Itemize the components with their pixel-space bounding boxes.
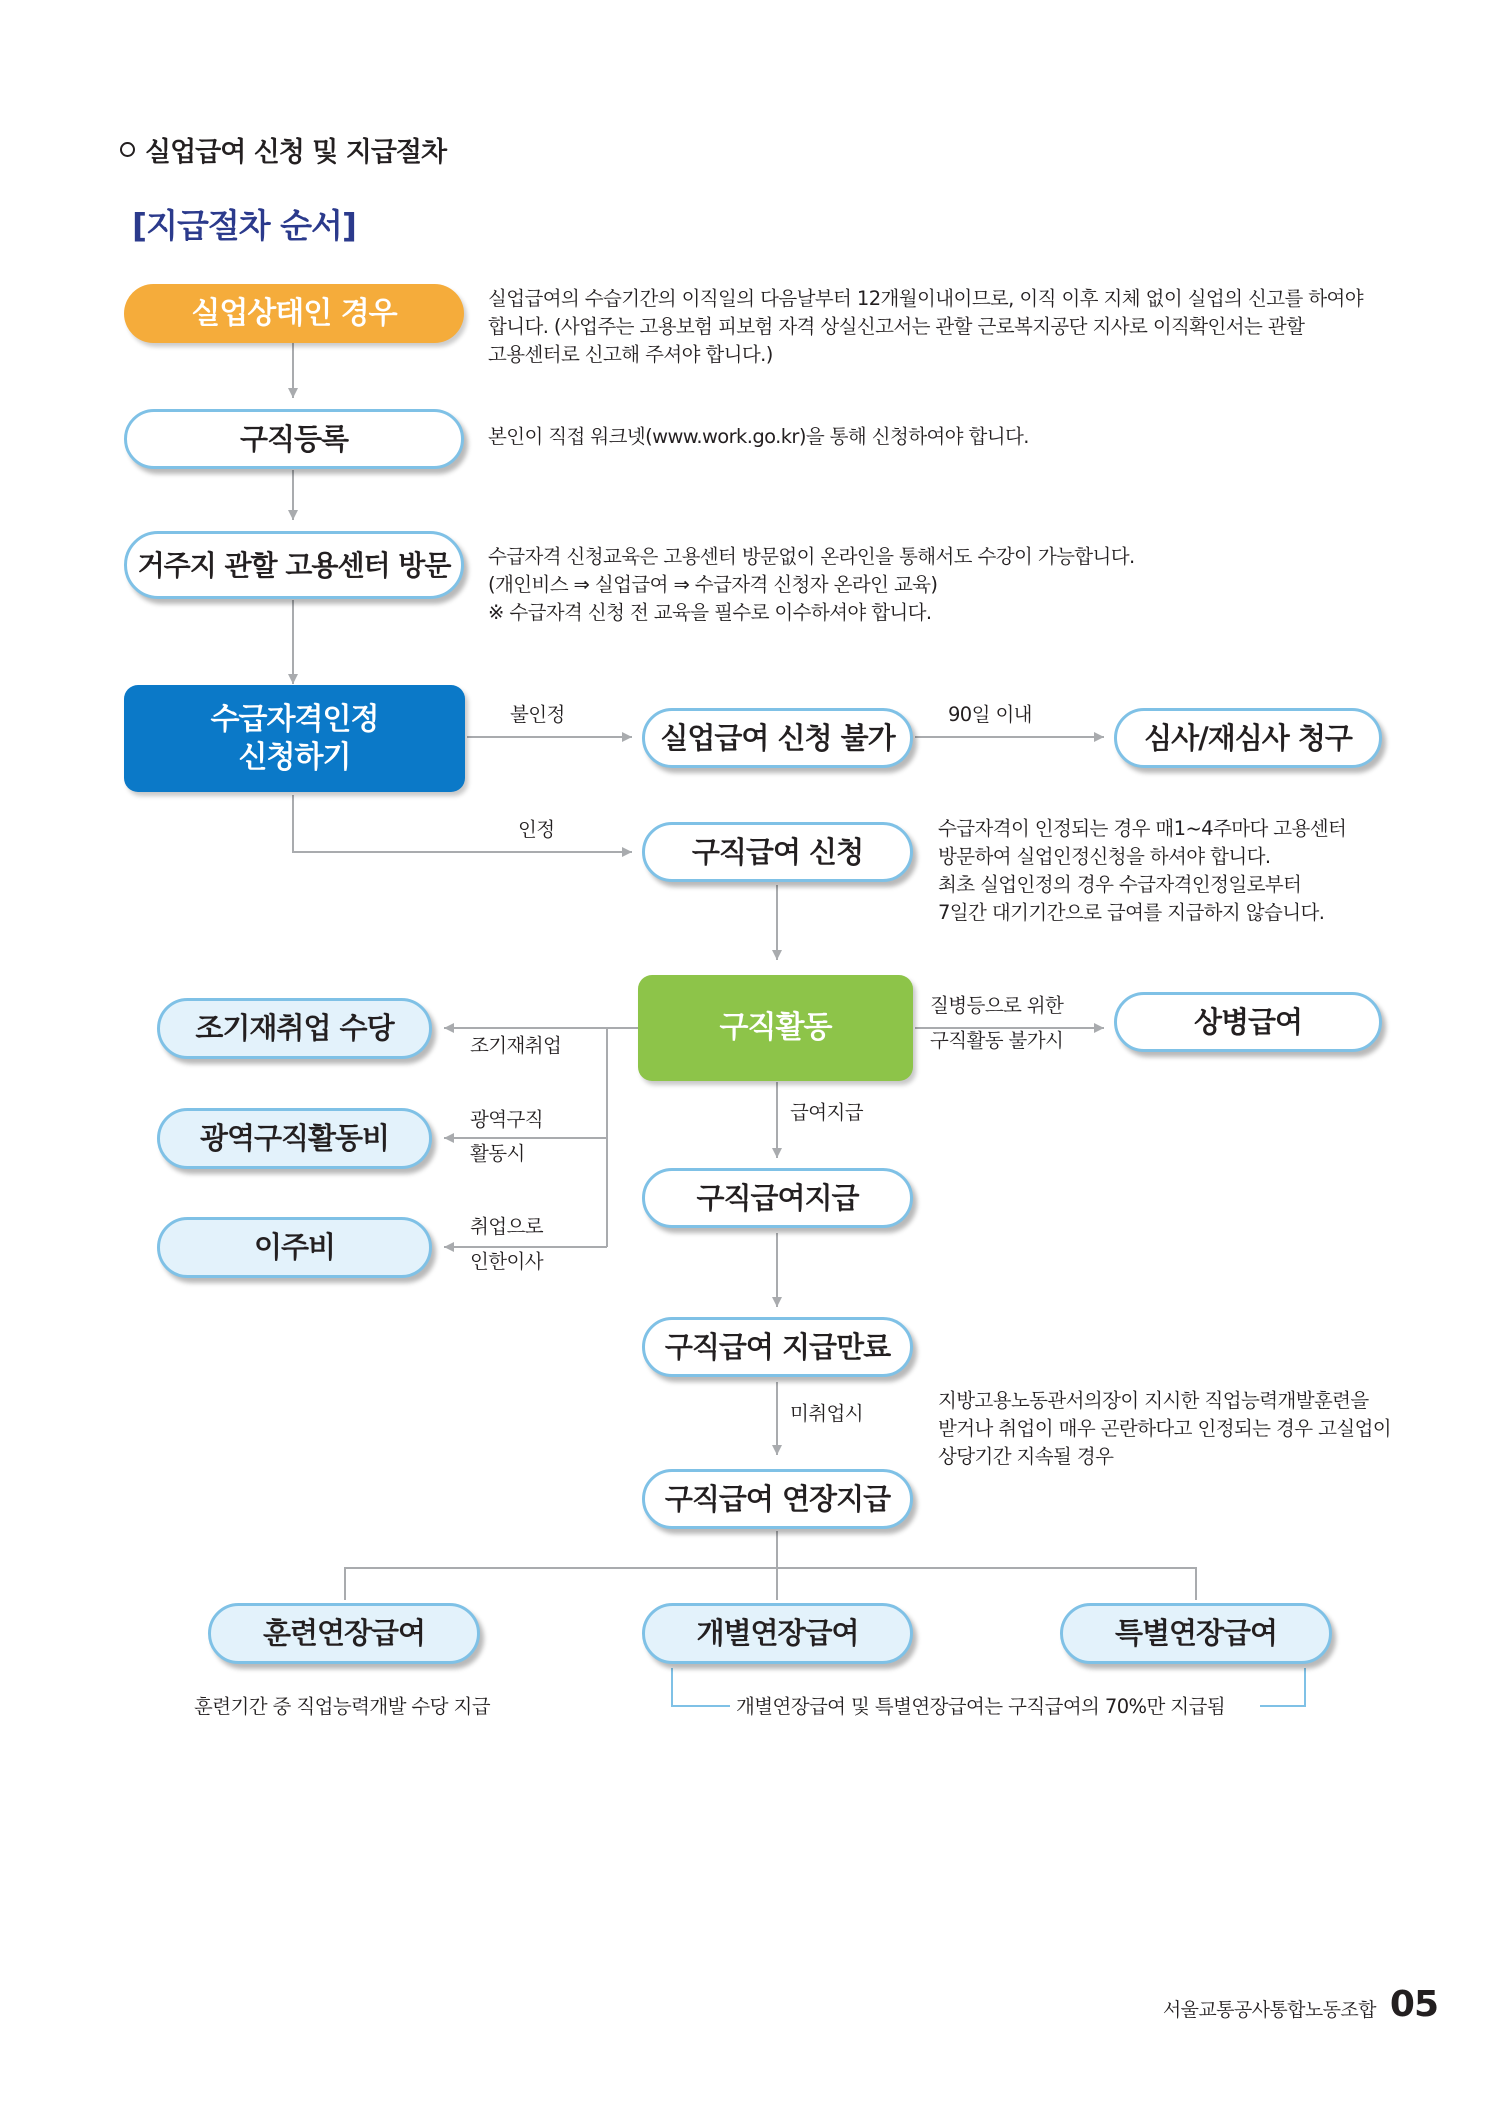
node-wide-area: 광역구직활동비 <box>157 1108 432 1169</box>
desc-line: ※ 수급자격 신청 전 교육을 필수로 이수하셔야 합니다. <box>488 601 932 624</box>
label-sick-2: 구직활동 불가시 <box>930 1029 1064 1052</box>
desc-training-ext: 훈련기간 중 직업능력개발 수당 지급 <box>194 1695 490 1718</box>
branch-ext-left <box>345 1531 777 1600</box>
branch-ext-right <box>777 1568 1196 1600</box>
node-special-ext: 특별연장급여 <box>1060 1603 1332 1664</box>
desc-unemployed <box>488 285 1478 369</box>
arrow-approved <box>293 795 632 852</box>
desc-line: 받거나 취업이 매우 곤란하다고 인정되는 경우 고실업이 <box>938 1417 1392 1440</box>
label-within-90: 90일 이내 <box>948 703 1032 726</box>
page-number: 05 <box>1389 1984 1438 2025</box>
label-unemployed-still: 미취업시 <box>790 1402 863 1425</box>
desc-line: 방문하여 실업인정신청을 하셔야 합니다. <box>938 845 1271 868</box>
note-bracket-left <box>672 1668 730 1706</box>
label-wide-1: 광역구직 <box>470 1108 543 1131</box>
node-visit-center: 거주지 관할 고용센터 방문 <box>124 531 464 599</box>
desc-job-register <box>488 423 1029 451</box>
desc-line: 최초 실업인정의 경우 수급자격인정일로부터 <box>938 873 1302 896</box>
node-unemployed: 실업상태인 경우 <box>124 284 464 343</box>
node-training-ext: 훈련연장급여 <box>208 1603 480 1664</box>
node-relocation: 이주비 <box>157 1217 432 1278</box>
desc-line: 상당기간 지속될 경우 <box>938 1445 1114 1468</box>
sub-heading: [지급절차 순서] <box>132 206 356 245</box>
node-sickness: 상병급여 <box>1114 992 1382 1052</box>
label-move-2: 인한이사 <box>470 1250 543 1273</box>
node-cannot-apply: 실업급여 신청 불가 <box>642 708 913 768</box>
desc-line: 실업급여의 수습기간의 이직일의 다음날부터 12개월이내이므로, 이직 이후 지체 없이 실업의 신고를 하여야 <box>488 287 1363 310</box>
desc-visit-center <box>488 543 1135 627</box>
node-review-claim: 심사/재심사 청구 <box>1114 708 1382 768</box>
node-job-register: 구직등록 <box>124 409 464 469</box>
node-job-search: 구직활동 <box>638 975 913 1081</box>
node-benefit-payment: 구직급여지급 <box>642 1168 913 1228</box>
desc-line: (개인비스 ⇒ 실업급여 ⇒ 수급자격 신청자 온라인 교육) <box>488 573 938 596</box>
desc-payment-end <box>938 1387 1391 1471</box>
desc-line: 7일간 대기기간으로 급여를 지급하지 않습니다. <box>938 901 1325 924</box>
note-bracket-right <box>1260 1668 1305 1706</box>
node-apply-eligibility: 수급자격인정 신청하기 <box>124 685 465 792</box>
node-apply-benefit: 구직급여 신청 <box>642 822 913 882</box>
label-early: 조기재취업 <box>470 1034 562 1057</box>
node-individual-ext: 개별연장급여 <box>642 1603 913 1664</box>
desc-line: 본인이 직접 워크넷(www.work.go.kr)을 통해 신청하여야 합니다. <box>488 425 1029 448</box>
label-rejected: 불인정 <box>510 703 565 726</box>
page-footer <box>1163 1984 1438 2025</box>
footer-org: 서울교통공사통합노동조합 <box>1162 1999 1376 2021</box>
node-early-reemployment: 조기재취업 수당 <box>157 998 432 1059</box>
section-heading-text: 실업급여 신청 및 지급절차 <box>145 137 447 168</box>
label-sick-1: 질병등으로 위한 <box>930 994 1064 1017</box>
desc-ext-note: 개별연장급여 및 특별연장급여는 구직급여의 70%만 지급됨 <box>736 1695 1225 1718</box>
desc-line: 수급자격 신청교육은 고용센터 방문없이 온라인을 통해서도 수강이 가능합니다. <box>488 545 1135 568</box>
desc-line: 합니다. (사업주는 고용보험 피보험 자격 상실신고서는 관할 근로복지공단 지사로 이직확인서는 관할 <box>488 315 1305 338</box>
desc-line: 지방고용노동관서의장이 지시한 직업능력개발훈련을 <box>938 1389 1369 1412</box>
label-move-1: 취업으로 <box>470 1215 543 1238</box>
label-approved: 인정 <box>518 818 555 841</box>
node-extended: 구직급여 연장지급 <box>642 1469 913 1529</box>
label-pay: 급여지급 <box>790 1101 863 1124</box>
desc-apply-benefit <box>938 815 1346 927</box>
node-payment-end: 구직급여 지급만료 <box>642 1317 913 1377</box>
desc-line: 고용센터로 신고해 주셔야 합니다.) <box>488 343 773 366</box>
branch-line-left <box>607 1028 638 1247</box>
label-wide-2: 활동시 <box>470 1142 525 1165</box>
desc-line: 수급자격이 인정되는 경우 매1~4주마다 고용센터 <box>938 817 1347 840</box>
